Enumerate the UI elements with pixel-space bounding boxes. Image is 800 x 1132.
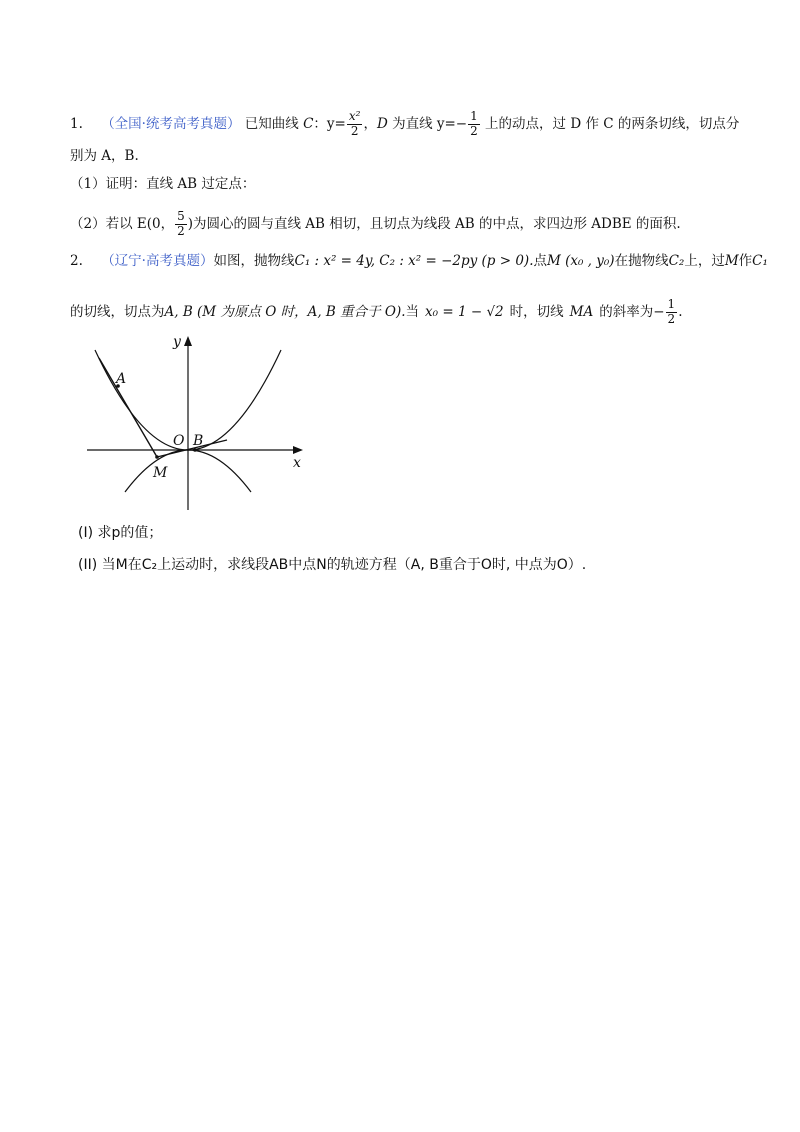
q2-number: 2. [70,253,83,269]
q1-curve-name: C [303,115,314,132]
q2-line2-ab-note: A, B (M 为原点 O 时，A, B 重合于 O). [164,303,406,320]
q1-part2-text-b: )为圆心的圆与直线 AB 相切，且切点为线段 AB 的中点，求四边形 ADBE 的面积. [187,215,681,232]
q1-fraction-x2-over-2: $\frac{\text{x²}}{2}$ [348,109,361,138]
point-m [155,455,159,459]
q2-text-c: 在抛物线 [614,253,669,269]
label-x: x [293,455,301,471]
q2-text-b: 点 [533,253,547,269]
q1-fraction-5-over-2: $\frac{5}{2}$ [177,209,185,238]
q2-line1 [70,255,768,269]
q1-line2: 别为 A，B. [70,148,139,164]
q1-text-a: 已知曲线 [244,115,304,132]
y-axis-arrow [184,336,192,346]
q2-part1: (I) 求p的值； [78,525,163,541]
q1-text-e: 上的动点，过 D 作 C 的两条切线，切点分 [480,115,740,132]
q1-line1 [70,110,739,139]
q2-line2-text-c: 时，切线 [509,303,564,320]
q2-formula-parabolas: C₁ : x² = 4y, C₂ : x² = −2py (p > 0). [294,253,534,269]
q2-text-a: 如图，抛物线 [213,253,295,269]
q1-part2-text-a: （2）若以 E(0， [70,215,175,232]
label-m: M [153,465,168,481]
q2-m: M [724,253,739,269]
x-axis-arrow [293,446,303,454]
q2-line2-text-b: 当 [405,303,420,320]
q2-line2-text-e: . [678,303,683,320]
q1-part2 [70,210,681,239]
q1-text-d: 为直线 y=− [387,115,468,132]
label-y: y [173,334,181,350]
q2-fraction-1-over-2: $\frac{1}{2}$ [667,297,676,326]
q2-line2-x0-value: x₀ = 1 − √2 [425,303,504,320]
q2-c2: C₂ [668,253,685,269]
q2-line2-text-a: 的切线，切点为 [70,303,165,320]
q2-part2: (II) 当M在C₂上运动时，求线段AB中点N的轨迹方程（A, B重合于O时, 中点为O）. [78,557,587,573]
q2-line2 [70,298,682,327]
label-b: B [193,433,204,449]
q2-text-e: 作 [738,253,753,269]
q2-point-m: M (x₀ , y₀) [546,253,615,269]
q1-fraction-1-over-2: $\frac{1}{2}$ [470,109,478,138]
q2-c1: C₁ [752,253,768,269]
q2-line2-ma: MA [569,303,594,320]
q1-text-c: ， [363,115,377,132]
q1-source[interactable]: （全国·统考高考真题） [101,115,241,132]
tangent-mb [157,440,227,457]
q2-text-d: 上，过 [684,253,725,269]
q2-line2-text-d: 的斜率为− [599,303,665,320]
q1-part1: （1）证明：直线 AB 过定点： [70,176,256,192]
parabola-figure [85,330,315,510]
q1-text-b: ：y= [313,115,346,132]
label-o: O [173,433,185,449]
q2-source[interactable]: （辽宁·高考真题） [101,253,214,269]
q1-number: 1. [70,115,83,132]
label-a: A [116,371,127,387]
q1-point-d: D [376,115,388,132]
tangent-ma [99,358,157,457]
